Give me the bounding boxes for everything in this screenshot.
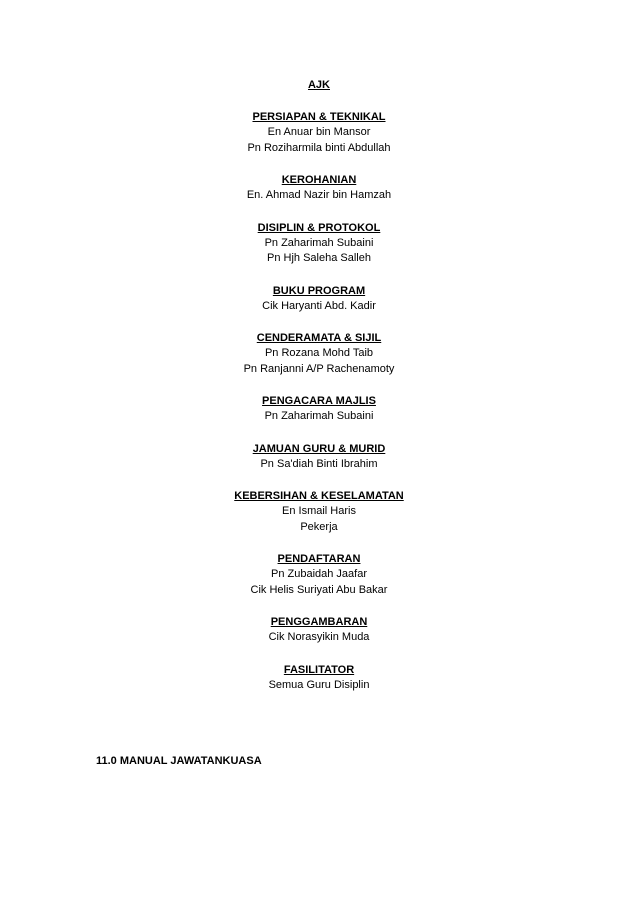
committee-list: [0, 77, 638, 709]
section-pengacara-majlis: [0, 393, 638, 425]
member-name: Cik Helis Suriyati Abu Bakar: [250, 583, 388, 596]
section-title: PENGGAMBARAN: [270, 616, 368, 628]
section-title: KEBERSIHAN & KESELAMATAN: [234, 490, 404, 502]
member-name: Pn Rozana Mohd Taib: [264, 347, 374, 359]
member-name: Pn Ranjanni A/P Rachenamoty: [243, 362, 395, 375]
section-cenderamata-sijil: [0, 330, 638, 377]
member-name: Cik Norasyikin Muda: [268, 631, 370, 643]
member-name: Pn Zubaidah Jaafar: [270, 568, 367, 580]
section-kebersihan-keselamatan: [0, 488, 638, 535]
section-title: DISIPLIN & PROTOKOL: [257, 221, 381, 234]
chapter-heading: 11.0 MANUAL JAWATANKUASA: [96, 755, 262, 767]
section-title: PERSIAPAN & TEKNIKAL: [252, 111, 386, 123]
section-title: PENDAFTARAN: [277, 553, 361, 565]
section-title: JAMUAN GURU & MURID: [252, 442, 386, 455]
section-buku-program: [0, 283, 638, 315]
member-name: En Anuar bin Mansor: [267, 126, 371, 138]
member-name: En. Ahmad Nazir bin Hamzah: [246, 189, 392, 201]
section-title: KEROHANIAN: [281, 174, 357, 186]
member-name: Pekerja: [300, 520, 338, 533]
section-pendaftaran: [0, 551, 638, 598]
section-title: FASILITATOR: [283, 663, 355, 676]
section-title: CENDERAMATA & SIJIL: [256, 332, 382, 344]
member-name: Pn Hjh Saleha Salleh: [267, 252, 371, 264]
member-name: Semua Guru Disiplin: [268, 678, 370, 691]
section-fasilitator: [0, 662, 638, 694]
section-penggambaran: [0, 614, 638, 646]
member-name: En Ismail Haris: [282, 505, 356, 517]
member-name: Cik Haryanti Abd. Kadir: [262, 299, 376, 312]
section-jamuan-guru-murid: [0, 441, 638, 473]
member-name: Pn Zaharimah Subaini: [264, 236, 374, 249]
committee-heading: AJK: [307, 79, 330, 91]
section-title: BUKU PROGRAM: [272, 284, 366, 297]
section-title: PENGACARA MAJLIS: [262, 395, 376, 407]
section-kerohanian: [0, 172, 638, 204]
section-disiplin-protokol: [0, 220, 638, 267]
member-name: Pn Zaharimah Subaini: [264, 410, 374, 422]
member-name: Pn Roziharmila binti Abdullah: [247, 141, 391, 154]
section-persiapan-teknikal: [0, 109, 638, 156]
member-name: Pn Sa'diah Binti Ibrahim: [260, 457, 378, 470]
